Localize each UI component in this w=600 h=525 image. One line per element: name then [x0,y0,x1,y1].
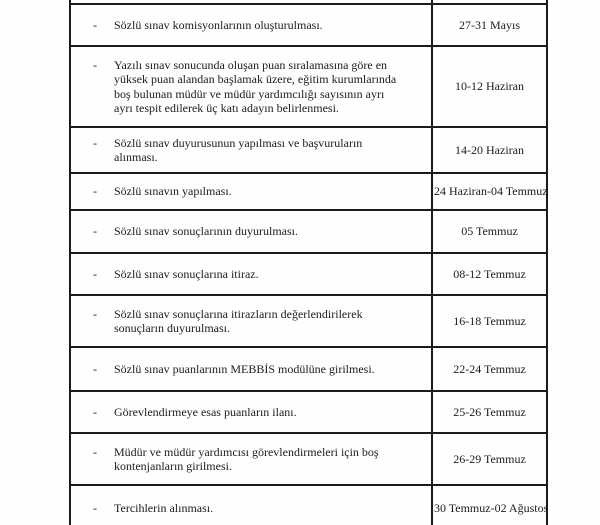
date-text: 25-26 Temmuz [453,404,526,419]
date-cell [431,174,549,209]
task-inner [71,184,431,198]
date-text: 10-12 Haziran [455,79,524,94]
task-inner [71,58,431,115]
task-inner [71,362,431,376]
task-cell [71,174,431,209]
task-cell [71,5,431,45]
task-text: Sözlü sınav sonuçlarına itiraz. [114,266,259,281]
task-inner [71,18,431,32]
table-row [71,432,546,484]
table-row [71,126,546,172]
date-cell [431,211,546,252]
task-cell [71,348,431,390]
date-text: 08-12 Temmuz [453,266,526,281]
bullet-dash: - [93,501,97,516]
bullet-dash: - [93,184,97,199]
date-text: 05 Temmuz [461,224,518,239]
date-text: 14-20 Haziran [455,142,524,157]
date-text: 27-31 Mayıs [459,17,520,32]
task-cell [71,47,431,126]
date-cell [431,434,546,484]
task-text: Sözlü sınav sonuçlarına itirazların değerlendirilerek sonuçların duyurulması. [114,306,363,335]
date-cell [431,47,546,126]
table-row [71,294,546,346]
schedule-table [69,0,548,525]
bullet-dash: - [93,17,97,32]
task-text: Yazılı sınav sonucunda oluşan puan sıralamasına göre en yüksek puan alandan başlamak üzere, eğitim kurumlarında boş bulunan müdür ve müdür yardımcılığı sayısının ayrı ayrı tespit edilerek üç katı adayın belirlenmesi. [114,58,397,115]
task-text: Sözlü sınav puanlarının MEBBİS modülüne girilmesi. [114,361,375,376]
task-text: Müdür ve müdür yardımcısı görevlendirmeleri için boş kontenjanların girilmesi. [114,444,379,473]
task-inner [71,307,431,335]
bullet-dash: - [93,58,97,73]
bullet-dash: - [93,135,97,150]
task-cell [71,434,431,484]
task-cell [71,296,431,346]
date-cell [431,486,549,525]
bullet-dash: - [93,404,97,419]
date-text: 16-18 Temmuz [453,313,526,328]
date-cell [431,348,546,390]
date-cell [431,296,546,346]
date-cell [431,0,546,3]
task-inner [71,501,431,515]
bullet-dash: - [93,306,97,321]
bullet-dash: - [93,361,97,376]
task-cell [71,392,431,432]
task-text: Görevlendirmeye esas puanların ilanı. [114,404,297,419]
task-cell [71,254,431,294]
date-text: 22-24 Temmuz [453,361,526,376]
task-inner [71,224,431,238]
table-row [71,252,546,294]
task-text: Sözlü sınav duyurusunun yapılması ve başvuruların alınması. [114,135,363,164]
task-text: Sözlü sınavın yapılması. [114,184,232,199]
bullet-dash: - [93,266,97,281]
bullet-dash: - [93,224,97,239]
date-text: 24 Haziran-04 Temmuz [434,184,548,199]
table-row [71,172,546,209]
date-text: 30 Temmuz-02 Ağustos [434,501,549,516]
task-cell [71,486,431,525]
task-text: Sözlü sınav sonuçlarının duyurulması. [114,224,298,239]
bullet-dash: - [93,444,97,459]
table-row [71,390,546,432]
table-row [71,45,546,126]
date-cell [431,5,546,45]
task-text: Sözlü sınav komisyonlarının oluşturulması. [114,17,323,32]
task-cell [71,128,431,172]
date-cell [431,392,546,432]
task-cell [71,0,431,3]
task-inner [71,445,431,473]
table-row-partial [71,0,546,3]
date-cell [431,254,546,294]
task-inner [71,267,431,281]
date-cell [431,128,546,172]
date-text: 26-29 Temmuz [453,451,526,466]
table-row [71,346,546,390]
table-row [71,209,546,252]
task-text: Tercihlerin alınması. [114,501,214,516]
task-cell [71,211,431,252]
task-inner [71,405,431,419]
task-inner [71,136,431,164]
table-row [71,484,549,525]
table-row [71,3,546,45]
